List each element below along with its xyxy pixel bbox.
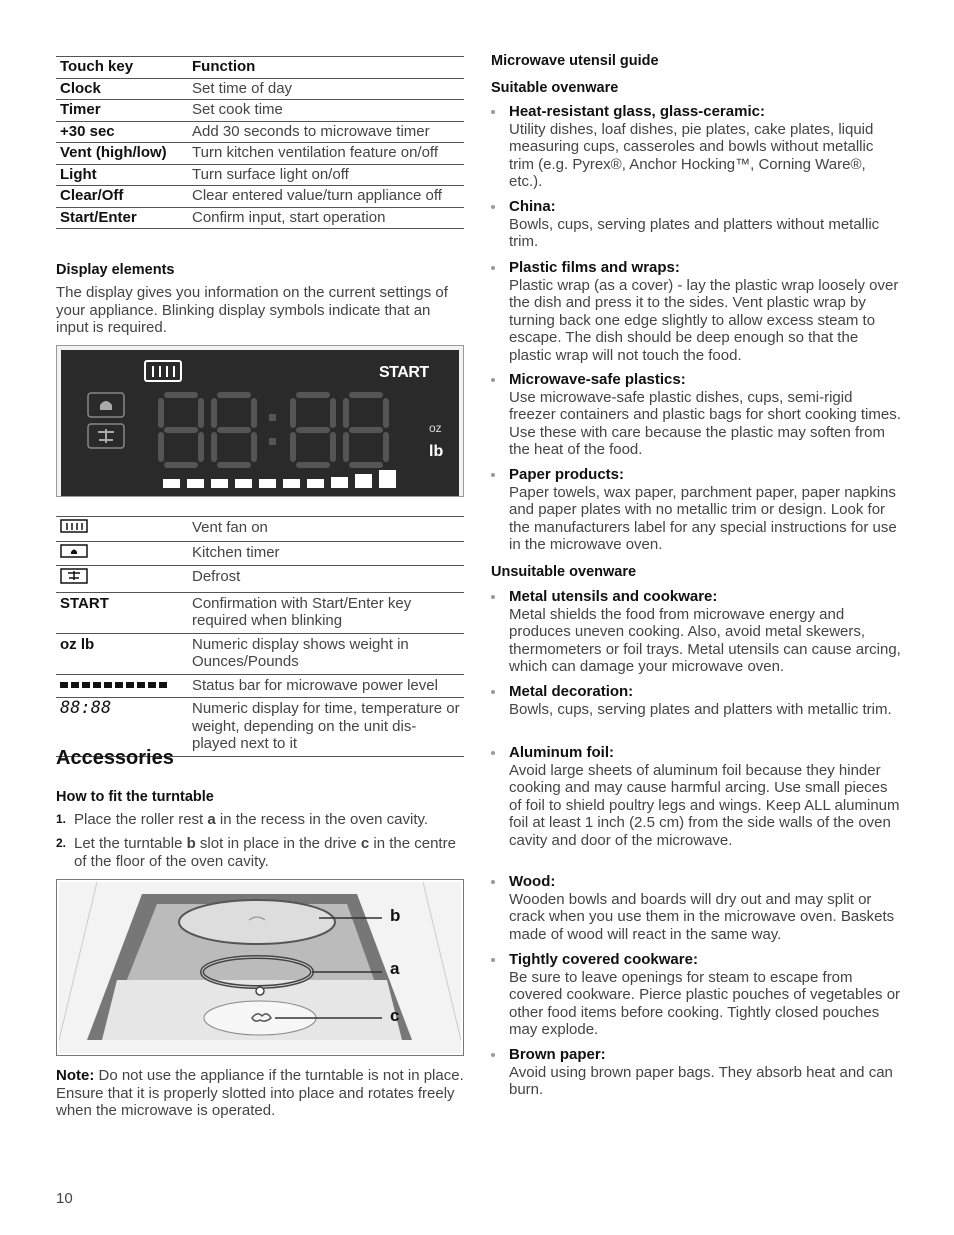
key-cell: Start/Enter: [56, 207, 188, 229]
list-item: [491, 198, 901, 251]
item-text: Paper towels, wax paper, parchment paper, paper napkins and paper plates with no metallic trim or design. Look for the manufacturers label for any special instructions for use in the microwave oven.: [509, 483, 897, 553]
list-item: [491, 588, 901, 676]
item-text: Avoid using brown paper bags. They absorb heat and can burn.: [509, 1063, 893, 1098]
accessories-heading: Accessories: [56, 747, 174, 769]
bullet-dot: [491, 473, 495, 477]
header-touch-key: Touch key: [56, 57, 188, 79]
symbol-cell: [56, 517, 188, 542]
item-text: Avoid large sheets of aluminum foil because they hinder cooking and may cause harmful arcing. Use small pieces of foil to shield poultry legs and wings. Keep ALL aluminum foil at least 1 inch (2.5 cm) from the side walls of the oven cavity and door of the microwave.: [509, 761, 900, 849]
item-title: Microwave-safe plastics:: [509, 371, 686, 388]
turntable-subheading: How to fit the turntable: [56, 789, 214, 805]
item-title: Brown paper:: [509, 1046, 606, 1063]
display-screen: [61, 350, 459, 496]
table-row: [56, 592, 464, 633]
step-text: Let the turntable b slot in place in the drive c in the centre of the floor of the oven cavity.: [74, 835, 456, 870]
turntable-illustration: [56, 879, 464, 1056]
bullet-dot: [491, 595, 495, 599]
item-title: Wood:: [509, 873, 556, 890]
item-title: Tightly covered cookware:: [509, 951, 698, 968]
item-text: Wooden bowls and boards will dry out and may split or crack when you use them in the microwave oven. Baskets made of wood will react in the same way.: [509, 890, 895, 943]
bullet-dot: [491, 690, 495, 694]
display-symbols-table: [56, 516, 464, 757]
seven-segment-digits: [161, 395, 386, 465]
function-cell: Set time of day: [188, 78, 464, 100]
list-item: [491, 259, 901, 364]
symbol-desc: Numeric display shows weight in Ounces/Pounds: [188, 633, 464, 674]
function-cell: Clear entered value/turn appliance off: [188, 186, 464, 208]
key-cell: Clock: [56, 78, 188, 100]
vent-fan-icon: [60, 519, 88, 533]
symbol-desc: Kitchen timer: [188, 541, 464, 566]
status-bar-icon: [60, 680, 172, 690]
table-row: [56, 186, 464, 208]
item-text: Metal shields the food from microwave energy and produces uneven cooking. Also, avoid metal skewers, thermometers or foil trays. Metal utensils can cause arcing, which can damage your microwave oven.: [509, 605, 901, 675]
item-text: Utility dishes, loaf dishes, pie plates, cake plates, liquid measuring cups, casseroles and bowls without metallic trim (e.g. Pyrex®, Anchor Hocking™, Corning Ware®, etc.).: [509, 120, 874, 190]
table-header-row: [56, 57, 464, 79]
symbol-key: START: [56, 592, 188, 633]
label-b: b: [390, 906, 401, 925]
symbol-cell: [56, 566, 188, 593]
function-cell: Add 30 seconds to microwave timer: [188, 121, 464, 143]
step-1: [56, 811, 466, 829]
table-row: [56, 100, 464, 122]
key-cell: Timer: [56, 100, 188, 122]
table-row: [56, 143, 464, 165]
label-a: a: [390, 959, 400, 978]
suitable-heading: Suitable ovenware: [491, 80, 619, 96]
item-text: Use microwave-safe plastic dishes, cups, semi-rigid freezer containers and plastic bags for short cooking times. Use these with care because the plastic may soften from the heat of the food.: [509, 388, 901, 458]
item-title: Metal utensils and cookware:: [509, 588, 718, 605]
header-function: Function: [188, 57, 464, 79]
note-text: Do not use the appliance if the turntable is not in place. Ensure that it is properly slotted into place and rotates freely when the microwave is operated.: [56, 1067, 464, 1119]
kitchen-timer-icon: [60, 544, 88, 558]
symbol-cell: [56, 541, 188, 566]
key-cell: Vent (high/low): [56, 143, 188, 165]
function-cell: Turn kitchen ventilation feature on/off: [188, 143, 464, 165]
table-row: [56, 164, 464, 186]
table-row: [56, 121, 464, 143]
label-c: c: [390, 1006, 400, 1025]
list-item: [491, 1046, 901, 1099]
item-title: Metal decoration:: [509, 683, 634, 700]
note: [56, 1067, 466, 1120]
page-number: 10: [56, 1190, 73, 1207]
digits-symbol: 88:88: [60, 698, 112, 718]
item-text: Bowls, cups, serving plates and platters without metallic trim.: [509, 215, 880, 250]
symbol-key: oz lb: [56, 633, 188, 674]
list-item: [491, 466, 901, 554]
item-title: Aluminum foil:: [509, 744, 614, 761]
step-number: 2.: [56, 836, 67, 850]
bullet-dot: [491, 266, 495, 270]
item-text: Be sure to leave openings for steam to escape from covered cookware. Pierce plastic pouches of vegetables or other food items before cooking. Tightly closed pouches may explode.: [509, 968, 901, 1038]
table-row: [56, 207, 464, 229]
note-label: Note:: [56, 1067, 95, 1084]
table-row: [56, 517, 464, 542]
table-row: [56, 78, 464, 100]
function-cell: Set cook time: [188, 100, 464, 122]
item-text: Bowls, cups, serving plates and platters with metallic trim.: [509, 700, 892, 718]
start-indicator: START: [379, 364, 429, 381]
key-cell: Light: [56, 164, 188, 186]
item-text: Plastic wrap (as a cover) - lay the plastic wrap loosely over the dish and press it to the sides. Vent plastic wrap by turning back one edge slightly to allow excess steam to escape. The dish should be deep enough so that the plastic wrap will not touch the food.: [509, 276, 899, 364]
bullet-dot: [491, 958, 495, 962]
function-cell: Confirm input, start operation: [188, 207, 464, 229]
display-elements-heading: Display elements: [56, 262, 175, 278]
step-number: 1.: [56, 812, 67, 826]
defrost-icon: [60, 568, 88, 584]
step-2: [56, 835, 466, 870]
item-title: Plastic films and wraps:: [509, 259, 680, 276]
bullet-dot: [491, 378, 495, 382]
table-row: [56, 674, 464, 698]
table-row: [56, 541, 464, 566]
bullet-dot: [491, 205, 495, 209]
bullet-dot: [491, 751, 495, 755]
list-item: [491, 951, 901, 1039]
list-item: [491, 873, 901, 943]
symbol-desc: Vent fan on: [188, 517, 464, 542]
list-item: [491, 683, 901, 718]
lb-indicator: lb: [429, 443, 444, 460]
display-elements-text: The display gives you information on the current settings of your appliance. Blinking display symbols indicate that an input is required.: [56, 284, 448, 336]
defrost-icon: [88, 424, 124, 448]
list-item: [491, 103, 901, 191]
bullet-dot: [491, 880, 495, 884]
table-row: [56, 566, 464, 593]
symbol-desc: Confirmation with Start/Enter key required when blinking: [188, 592, 464, 633]
symbol-cell: [56, 674, 188, 698]
symbol-desc: Numeric display for time, temperature or weight, depending on the unit dis-played next to it: [188, 698, 464, 757]
key-cell: +30 sec: [56, 121, 188, 143]
vent-fan-icon: [145, 361, 181, 381]
symbol-desc: Status bar for microwave power level: [188, 674, 464, 698]
oz-indicator: oz: [429, 421, 442, 435]
item-title: Paper products:: [509, 466, 625, 483]
unsuitable-heading: Unsuitable ovenware: [491, 564, 637, 580]
item-title: China:: [509, 198, 556, 215]
table-row: [56, 633, 464, 674]
function-cell: Turn surface light on/off: [188, 164, 464, 186]
kitchen-timer-icon: [88, 393, 124, 417]
bullet-dot: [491, 1053, 495, 1057]
utensil-guide-heading: Microwave utensil guide: [491, 53, 659, 69]
item-title: Heat-resistant glass, glass-ceramic:: [509, 103, 765, 120]
bullet-dot: [491, 110, 495, 114]
list-item: [491, 371, 901, 459]
key-cell: Clear/Off: [56, 186, 188, 208]
list-item: [491, 744, 901, 849]
touch-key-table: [56, 56, 464, 229]
step-text: Place the roller rest a in the recess in the oven cavity.: [74, 811, 429, 828]
colon: [269, 414, 276, 445]
symbol-desc: Defrost: [188, 566, 464, 593]
status-bar: [163, 470, 396, 488]
oven-cavity-drawing: [57, 880, 463, 1055]
display-panel: [56, 345, 464, 497]
